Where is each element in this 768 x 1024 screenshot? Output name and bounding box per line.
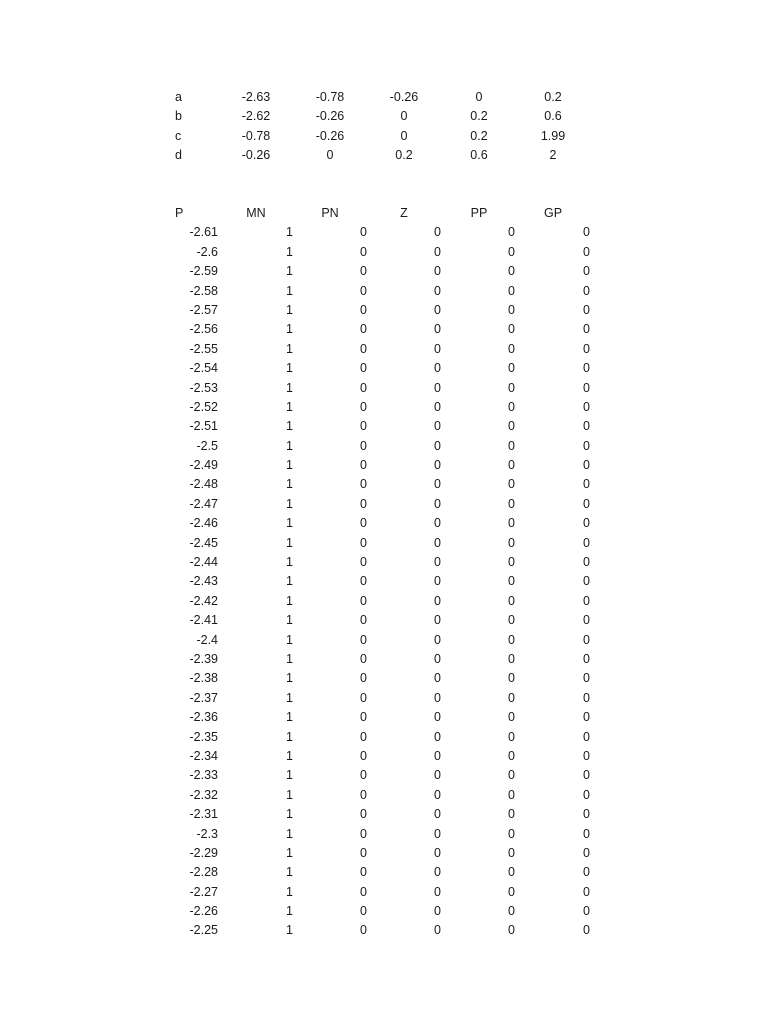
table-row: [0, 398, 768, 417]
table-cell: 0: [508, 826, 515, 841]
table-cell: 1: [286, 302, 293, 317]
table-cell: 0: [508, 341, 515, 356]
table-cell: 1: [286, 787, 293, 802]
param-value: 0.6: [544, 109, 562, 124]
table-cell: 0: [360, 690, 367, 705]
table-cell: 0: [583, 264, 590, 279]
table-cell: 0: [508, 516, 515, 531]
table-cell: 1: [286, 458, 293, 473]
table-cell: 1: [286, 671, 293, 686]
table-cell: 0: [434, 399, 441, 414]
table-cell: 1: [286, 341, 293, 356]
table-cell: 0: [360, 438, 367, 453]
param-value: 0.2: [470, 109, 488, 124]
table-cell: 0: [583, 225, 590, 240]
table-row: [0, 689, 768, 708]
table-cell: 0: [508, 671, 515, 686]
table-row: [0, 825, 768, 844]
param-row: [0, 88, 768, 107]
table-cell: -2.27: [189, 884, 218, 899]
table-cell: 0: [508, 458, 515, 473]
table-row: [0, 592, 768, 611]
table-row: [0, 611, 768, 630]
table-cell: 0: [434, 516, 441, 531]
table-row: [0, 553, 768, 572]
table-cell: 0: [583, 671, 590, 686]
table-cell: 0: [360, 787, 367, 802]
table-cell: 1: [286, 651, 293, 666]
table-cell: 0: [360, 516, 367, 531]
table-cell: 0: [434, 555, 441, 570]
table-cell: 0: [434, 283, 441, 298]
table-cell: 0: [583, 923, 590, 938]
table-cell: 0: [360, 613, 367, 628]
table-cell: 0: [583, 865, 590, 880]
table-row: [0, 417, 768, 436]
table-row: [0, 456, 768, 475]
table-cell: -2.26: [189, 904, 218, 919]
table-cell: 0: [583, 477, 590, 492]
table-cell: 0: [360, 477, 367, 492]
param-value: -2.62: [241, 109, 271, 124]
table-cell: -2.58: [189, 283, 218, 298]
table-cell: 0: [360, 225, 367, 240]
table-cell: 0: [583, 535, 590, 550]
column-header-pp: PP: [470, 206, 488, 220]
table-cell: -2.53: [189, 380, 218, 395]
table-cell: 0: [583, 632, 590, 647]
table-cell: 0: [360, 884, 367, 899]
table-cell: 0: [583, 904, 590, 919]
table-cell: 0: [508, 361, 515, 376]
table-cell: -2.48: [189, 477, 218, 492]
table-cell: 1: [286, 419, 293, 434]
column-header-gp: GP: [543, 206, 563, 220]
table-cell: 0: [434, 632, 441, 647]
table-row: [0, 766, 768, 785]
table-cell: -2.49: [189, 458, 218, 473]
table-cell: -2.32: [189, 787, 218, 802]
table-cell: 0: [508, 264, 515, 279]
table-cell: 1: [286, 768, 293, 783]
table-cell: -2.28: [189, 865, 218, 880]
table-cell: 0: [508, 399, 515, 414]
table-cell: -2.39: [189, 651, 218, 666]
table-row: [0, 747, 768, 766]
table-cell: 0: [360, 593, 367, 608]
param-value: -2.63: [241, 90, 271, 104]
table-cell: -2.31: [189, 807, 218, 822]
table-cell: 0: [434, 264, 441, 279]
table-cell: -2.44: [189, 555, 218, 570]
table-cell: 1: [286, 613, 293, 628]
table-row: [0, 359, 768, 378]
table-row: [0, 282, 768, 301]
table-cell: 0: [508, 477, 515, 492]
table-cell: 0: [583, 399, 590, 414]
table-cell: -2.52: [189, 399, 218, 414]
table-row: [0, 514, 768, 533]
table-cell: 0: [583, 438, 590, 453]
table-cell: 0: [434, 322, 441, 337]
param-label: a: [175, 90, 182, 104]
table-cell: 0: [360, 458, 367, 473]
table-cell: 0: [360, 341, 367, 356]
table-cell: -2.57: [189, 302, 218, 317]
table-cell: -2.41: [189, 613, 218, 628]
table-cell: 0: [434, 574, 441, 589]
table-row: [0, 708, 768, 727]
table-cell: 0: [508, 555, 515, 570]
table-cell: 0: [508, 807, 515, 822]
table-cell: 0: [508, 845, 515, 860]
table-cell: 1: [286, 361, 293, 376]
param-row: [0, 146, 768, 165]
table-cell: -2.4: [196, 632, 218, 647]
table-row: [0, 437, 768, 456]
table-cell: 0: [434, 671, 441, 686]
param-value: 1.99: [540, 128, 566, 143]
table-cell: 0: [360, 845, 367, 860]
table-cell: 0: [434, 341, 441, 356]
table-cell: 1: [286, 496, 293, 511]
table-cell: 0: [583, 341, 590, 356]
table-cell: 0: [360, 826, 367, 841]
table-cell: -2.55: [189, 341, 218, 356]
table-cell: 0: [434, 807, 441, 822]
table-row: [0, 223, 768, 242]
table-cell: 0: [360, 632, 367, 647]
table-cell: -2.6: [196, 244, 218, 259]
param-row: [0, 107, 768, 126]
table-cell: 0: [360, 671, 367, 686]
table-cell: 0: [583, 419, 590, 434]
table-cell: 0: [583, 496, 590, 511]
table-cell: 1: [286, 477, 293, 492]
column-header-mn: MN: [246, 206, 266, 220]
param-value: 0: [400, 128, 408, 143]
table-cell: 0: [434, 826, 441, 841]
table-cell: 0: [583, 380, 590, 395]
table-cell: 0: [434, 438, 441, 453]
table-cell: -2.25: [189, 923, 218, 938]
table-cell: 0: [508, 438, 515, 453]
param-value: -0.26: [315, 109, 345, 124]
table-cell: 0: [434, 380, 441, 395]
table-cell: 0: [508, 419, 515, 434]
table-cell: 0: [508, 690, 515, 705]
param-label: b: [175, 109, 182, 124]
table-cell: -2.35: [189, 729, 218, 744]
table-cell: 0: [508, 380, 515, 395]
param-value: 0.2: [395, 148, 413, 163]
table-cell: 0: [583, 574, 590, 589]
table-row: [0, 534, 768, 553]
table-cell: 0: [360, 923, 367, 938]
table-cell: 1: [286, 555, 293, 570]
table-row: [0, 786, 768, 805]
param-value: 0: [400, 109, 408, 124]
table-cell: 0: [434, 787, 441, 802]
table-cell: 0: [434, 593, 441, 608]
table-cell: 1: [286, 283, 293, 298]
table-cell: 0: [583, 302, 590, 317]
table-cell: 0: [583, 613, 590, 628]
table-cell: 0: [508, 729, 515, 744]
table-cell: 0: [508, 613, 515, 628]
table-cell: 1: [286, 574, 293, 589]
table-row: [0, 863, 768, 882]
table-cell: 0: [508, 748, 515, 763]
table-cell: 0: [434, 496, 441, 511]
table-cell: 0: [360, 748, 367, 763]
column-header-p: P: [175, 206, 184, 220]
param-value: 0.2: [470, 128, 488, 143]
table-cell: -2.47: [189, 496, 218, 511]
table-cell: 0: [360, 651, 367, 666]
param-value: -0.78: [241, 128, 271, 143]
table-cell: 1: [286, 826, 293, 841]
table-cell: 0: [434, 904, 441, 919]
param-value: -0.26: [241, 148, 271, 163]
table-cell: 1: [286, 380, 293, 395]
table-cell: 1: [286, 807, 293, 822]
table-cell: 0: [360, 322, 367, 337]
table-cell: 0: [583, 729, 590, 744]
table-cell: 1: [286, 690, 293, 705]
table-cell: 1: [286, 225, 293, 240]
table-cell: 1: [286, 399, 293, 414]
table-cell: 0: [508, 884, 515, 899]
param-row: [0, 127, 768, 146]
table-cell: -2.56: [189, 322, 218, 337]
table-row: [0, 301, 768, 320]
param-value: -0.26: [389, 90, 419, 104]
table-cell: 1: [286, 264, 293, 279]
table-cell: 0: [360, 865, 367, 880]
table-cell: 0: [434, 361, 441, 376]
table-cell: 0: [434, 845, 441, 860]
table-cell: 0: [583, 690, 590, 705]
table-row: [0, 243, 768, 262]
table-row: [0, 844, 768, 863]
table-cell: -2.46: [189, 516, 218, 531]
table-row: [0, 379, 768, 398]
table-cell: 1: [286, 632, 293, 647]
table-cell: 0: [508, 593, 515, 608]
table-cell: 0: [360, 807, 367, 822]
column-header-z: Z: [400, 206, 408, 220]
table-cell: -2.38: [189, 671, 218, 686]
table-row: [0, 669, 768, 688]
table-cell: -2.3: [196, 826, 218, 841]
table-cell: -2.61: [189, 225, 218, 240]
table-cell: 0: [360, 729, 367, 744]
table-cell: 0: [434, 729, 441, 744]
table-row: [0, 728, 768, 747]
table-cell: 1: [286, 710, 293, 725]
param-value: 0: [326, 148, 334, 163]
table-cell: -2.29: [189, 845, 218, 860]
table-cell: 0: [360, 264, 367, 279]
param-value: 0: [475, 90, 483, 104]
table-cell: -2.34: [189, 748, 218, 763]
table-cell: 0: [583, 826, 590, 841]
table-row: [0, 475, 768, 494]
table-cell: 0: [583, 787, 590, 802]
table-header-row: [0, 204, 768, 223]
table-cell: -2.42: [189, 593, 218, 608]
table-cell: 0: [508, 322, 515, 337]
table-cell: 0: [434, 244, 441, 259]
table-cell: 0: [508, 787, 515, 802]
table-cell: 0: [508, 904, 515, 919]
table-cell: 0: [508, 302, 515, 317]
table-row: [0, 921, 768, 940]
table-cell: 0: [360, 535, 367, 550]
table-cell: 0: [360, 302, 367, 317]
table-cell: 0: [360, 574, 367, 589]
table-cell: 1: [286, 845, 293, 860]
table-cell: 0: [583, 244, 590, 259]
table-cell: 0: [434, 225, 441, 240]
table-cell: -2.37: [189, 690, 218, 705]
table-cell: 0: [583, 458, 590, 473]
table-cell: 0: [360, 710, 367, 725]
table-cell: 0: [508, 535, 515, 550]
table-cell: 0: [583, 283, 590, 298]
table-cell: 1: [286, 729, 293, 744]
parameter-table: [0, 88, 768, 166]
table-cell: 0: [508, 865, 515, 880]
table-cell: 1: [286, 593, 293, 608]
table-cell: 1: [286, 516, 293, 531]
table-cell: 0: [508, 651, 515, 666]
table-cell: 0: [434, 884, 441, 899]
table-cell: 0: [508, 225, 515, 240]
table-row: [0, 805, 768, 824]
table-row: [0, 262, 768, 281]
table-cell: 0: [583, 593, 590, 608]
param-value: -0.26: [315, 128, 345, 143]
table-row: [0, 572, 768, 591]
param-value: 2: [549, 148, 557, 163]
table-cell: 0: [508, 496, 515, 511]
param-label: c: [175, 128, 182, 143]
table-cell: 1: [286, 748, 293, 763]
table-cell: 0: [434, 748, 441, 763]
table-cell: 0: [434, 477, 441, 492]
table-cell: 0: [434, 419, 441, 434]
table-cell: 0: [434, 302, 441, 317]
table-cell: 0: [360, 283, 367, 298]
table-cell: 0: [434, 710, 441, 725]
table-cell: 0: [508, 710, 515, 725]
table-cell: 0: [508, 768, 515, 783]
table-cell: 0: [583, 361, 590, 376]
table-cell: -2.36: [189, 710, 218, 725]
table-cell: 0: [360, 555, 367, 570]
table-cell: 0: [583, 748, 590, 763]
table-row: [0, 320, 768, 339]
table-cell: 0: [508, 283, 515, 298]
table-cell: 0: [360, 361, 367, 376]
table-cell: 0: [583, 710, 590, 725]
table-cell: -2.43: [189, 574, 218, 589]
table-cell: -2.45: [189, 535, 218, 550]
table-cell: -2.5: [196, 438, 218, 453]
table-cell: 1: [286, 923, 293, 938]
membership-table: [0, 204, 768, 941]
table-cell: 1: [286, 904, 293, 919]
table-row: [0, 883, 768, 902]
param-value: 0.2: [544, 90, 562, 104]
table-cell: 1: [286, 535, 293, 550]
table-cell: 0: [583, 555, 590, 570]
table-cell: 0: [508, 923, 515, 938]
table-cell: 1: [286, 244, 293, 259]
table-cell: 0: [583, 845, 590, 860]
table-row: [0, 902, 768, 921]
table-cell: 1: [286, 884, 293, 899]
table-cell: 1: [286, 438, 293, 453]
table-row: [0, 650, 768, 669]
table-cell: 0: [583, 516, 590, 531]
table-cell: 0: [360, 419, 367, 434]
table-cell: 0: [360, 496, 367, 511]
param-value: 0.6: [470, 148, 488, 163]
table-cell: 0: [508, 574, 515, 589]
table-cell: -2.54: [189, 361, 218, 376]
table-cell: -2.33: [189, 768, 218, 783]
table-cell: 0: [583, 884, 590, 899]
table-cell: 0: [434, 613, 441, 628]
table-cell: 0: [434, 535, 441, 550]
table-cell: 0: [434, 651, 441, 666]
param-label: d: [175, 148, 182, 163]
table-cell: 0: [583, 322, 590, 337]
table-cell: 0: [583, 807, 590, 822]
table-cell: 1: [286, 865, 293, 880]
table-cell: -2.51: [189, 419, 218, 434]
table-row: [0, 631, 768, 650]
table-cell: 0: [434, 690, 441, 705]
table-cell: -2.59: [189, 264, 218, 279]
column-header-pn: PN: [321, 206, 339, 220]
table-cell: 0: [360, 380, 367, 395]
table-cell: 0: [583, 651, 590, 666]
table-cell: 0: [434, 865, 441, 880]
param-value: -0.78: [315, 90, 345, 104]
table-row: [0, 495, 768, 514]
table-cell: 0: [434, 768, 441, 783]
table-cell: 0: [583, 768, 590, 783]
table-cell: 0: [434, 923, 441, 938]
table-cell: 0: [508, 244, 515, 259]
table-cell: 0: [434, 458, 441, 473]
table-cell: 0: [508, 632, 515, 647]
table-cell: 0: [360, 244, 367, 259]
table-cell: 0: [360, 768, 367, 783]
table-row: [0, 340, 768, 359]
table-cell: 0: [360, 399, 367, 414]
table-cell: 0: [360, 904, 367, 919]
table-cell: 1: [286, 322, 293, 337]
